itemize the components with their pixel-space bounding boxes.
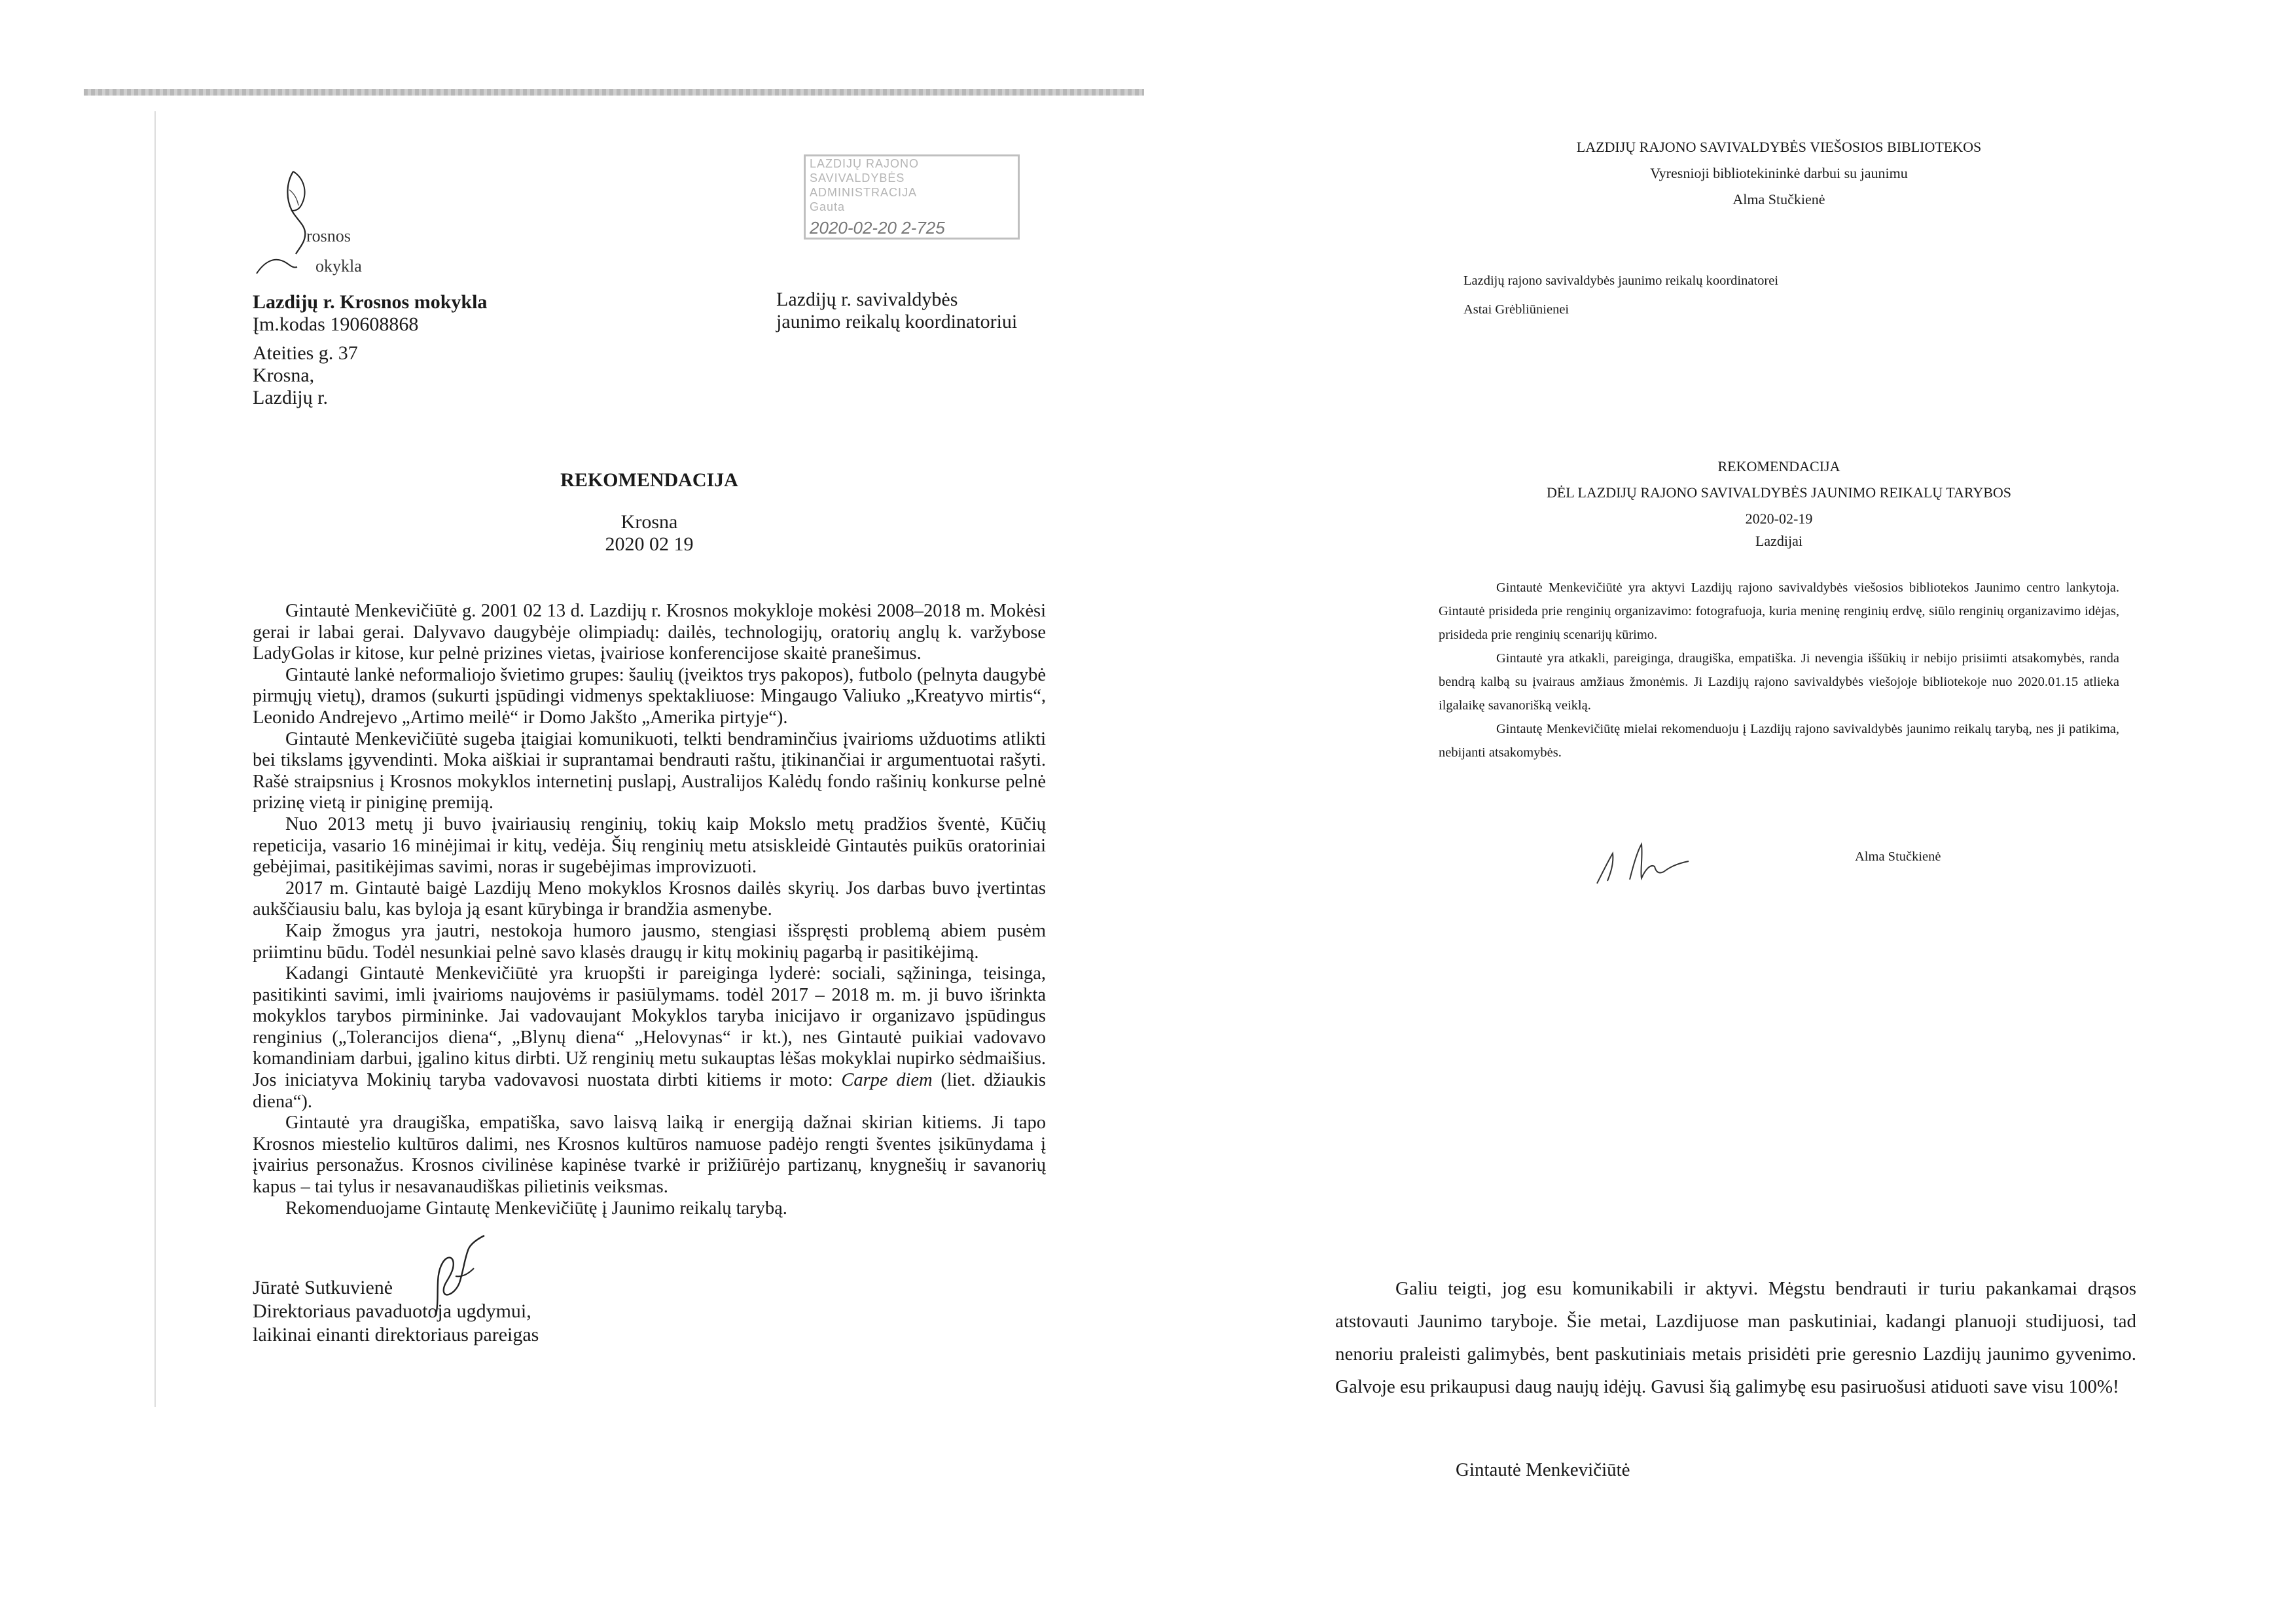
left-letter-title: REKOMENDACIJA <box>560 469 738 491</box>
sender-address-town: Krosna, <box>253 365 315 386</box>
motivation-author: Gintautė Menkevičiūtė <box>1456 1459 1630 1480</box>
left-paragraph: Gintautė yra draugiška, empatiška, savo laisvą laiką ir energiją dažnai skirian kitiems. Ji tapo Krosnos miestelio kultūros dalimi, nes Krosnos kultūros namuose padėjo rengti šventes įsikūnydama į įvairius personažus. Krosnos civilinėse kapinėse tvarkė ir prižiūrėjo partizanų, knygnešių ir savanorių kapus – tai tylus ir nesavanaudiškas pilietinis veiksmas. <box>253 1113 1046 1198</box>
left-paragraph: Rekomenduojame Gintautę Menkevičiūtę į Jaunimo reikalų tarybą. <box>285 1198 787 1219</box>
logo-text-2: okykla <box>315 257 362 276</box>
left-paragraph-text: Kadangi Gintautė Menkevičiūtė yra kruopšti ir pareiginga lyderė: sociali, sąžininga, teisinga, pasitikinti savimi, imli įvairioms naujovėms ir pasiūlymams. todėl 2017 – 2018 m. m. ji buvo išrinkta mokyklos tarybos pirmininke. Jai vadovaujant Mokyklos taryba inicijavo ir organizavo įspūdingus renginius („Tolerancijos diena“, „Blynų diena“ „Helovynas“ ir kt.), nes Gintautė puikiai vadovavo komandiniam darbui, įgalino kitus dirbti. Už renginių metu sukauptas lėšas mokyklai nupirko sėdmaišius. Jos iniciatyva Mokinių taryba vadovavosi nuostata dirbti kitiems ir moto: <box>253 963 1046 1091</box>
right-paragraph: Gintautė yra atkakli, pareiginga, draugiška, empatiška. Ji nevengia iššūkių ir nebijo prisiimti atsakomybės, randa bendrą kalbą su įvairaus amžiaus žmonėmis. Ji Lazdijų rajono savivaldybės viešojoje bibliotekoje nuo 2020.01.15 atlieka ilgalaikę savanorišką veiklą. <box>1439 651 2119 713</box>
right-letter-body <box>1439 576 2119 764</box>
left-letter-place: Krosna <box>620 511 678 533</box>
right-place: Lazdijai <box>1755 533 1803 549</box>
stamp-line-1: LAZDIJŲ RAJONO SAVIVALDYBĖS <box>810 157 920 185</box>
left-paragraph: Kaip žmogus yra jautri, nestokoja humoro jausmo, stengiasi išspręsti problemą abiem pusėm priimtinu būdu. Todėl nesunkiai pelnė savo klasės draugų ir kitų mokinių pagarbą ir pasitikėjimą. <box>253 920 1046 963</box>
sender-name: Lazdijų r. Krosnos mokykla <box>253 291 488 313</box>
logo-text-1: rosnos <box>306 226 351 245</box>
right-recipient-2: Astai Grėbliūnienei <box>1463 302 1570 317</box>
right-paragraph: Gintautė Menkevičiūtė yra aktyvi Lazdijų rajono savivaldybės viešosios bibliotekos Jaunimo centro lankytoja. Gintautė prisideda prie renginių organizavimo: fotografuoja, kuria meninę renginių erdvę, siūlo renginių organizavimo idėjas, prisideda prie renginių scenarijų kūrimo. <box>1439 580 2119 642</box>
right-author: Alma Stučkienė <box>1732 191 1825 207</box>
page-edge-line <box>154 111 156 1407</box>
left-signer-name: Jūratė Sutkuvienė <box>253 1277 393 1298</box>
motto-italic: Carpe diem <box>841 1070 933 1091</box>
right-subtitle: DĖL LAZDIJŲ RAJONO SAVIVALDYBĖS JAUNIMO REIKALŲ TARYBOS <box>1546 484 2011 501</box>
right-signature-icon <box>1590 838 1702 890</box>
left-paragraph: Gintautė Menkevičiūtė g. 2001 02 13 d. Lazdijų r. Krosnos mokykloje mokėsi 2008–2018 m. Mokėsi gerai ir labai gerai. Dalyvavo daugybėje olimpiadų: dailės, technologijų, oratorių anglų k. varžybose LadyGolas ir kitose, kur pelnė prizines vietas, įvairiose konferencijose skaitė pranešimus. <box>253 601 1046 664</box>
sender-address-district: Lazdijų r. <box>253 387 328 408</box>
sender-address-street: Ateities g. 37 <box>253 342 358 364</box>
left-signature-icon <box>416 1230 495 1322</box>
registration-stamp <box>804 154 1020 240</box>
stamp-line-3: Gauta <box>810 200 846 213</box>
left-letter-date: 2020 02 19 <box>605 533 694 555</box>
left-paragraph: Gintautė Menkevičiūtė sugeba įtaigiai komunikuoti, telkti bendraminčius įvairioms užduotims atlikti bei tikslams įgyvendinti. Moka aiškiai ir suprantamai bendrauti raštu, įtikinančiai ir argumentuotai rašyti. Rašė straipsnius į Krosnos mokyklos internetinį puslapį, Australijos Kalėdų fondo rašinių konkurse pelnė prizinę vietą ir piniginę premiją. <box>253 728 1046 813</box>
left-paragraph: Nuo 2013 metų ji buvo įvairiausių renginių, tokių kaip Mokslo metų pradžios šventė, Kūčių repeticija, vasario 16 minėjimai ir kitų, vedėja. Šių renginių metu atsiskleidė Gintautės puikūs oratoriniai gebėjimai, pasitikėjimas savimi, noras ir sugebėjimas improvizuoti. <box>253 813 1046 878</box>
stamp-line-2: ADMINISTRACIJA <box>810 186 918 199</box>
left-letter-body <box>253 601 1046 1219</box>
motivation-text: Galiu teigti, jog esu komunikabili ir aktyvi. Mėgstu bendrauti ir turiu pakankamai drąsos atstovauti Jaunimo taryboje. Šie metai, Lazdijuose man paskutiniai, kadangi planuoji studijuosi, tad nenoriu praleisti galimybės, bent paskutiniais metais prisidėti prie geresnio Lazdijų jaunimo gyvenimo. Galvoje esu prikaupusi daug naujų idėjų. Gavusi šią galimybę esu pasiruošusi atiduoti save visu 100%! <box>1335 1278 2136 1397</box>
right-position: Vyresnioji bibliotekininkė darbui su jaunimu <box>1650 165 1908 181</box>
right-signature-name: Alma Stučkienė <box>1855 849 1941 864</box>
stamp-handwritten-number: 2020-02-20 2-725 <box>810 218 945 238</box>
left-paragraph: 2017 m. Gintautė baigė Lazdijų Meno mokyklos Krosnos dailės skyrių. Jos darbas buvo įvertintas aukščiausiu balu, kas byloja ją esant kūrybinga ir brandžia asmenybe. <box>253 878 1046 920</box>
right-paragraph: Gintautę Menkevičiūtę mielai rekomenduoju į Lazdijų rajono savivaldybės jaunimo reikalų tarybą, nes ji patikima, nebijanti atsakomybės. <box>1439 722 2119 760</box>
left-signer-title-1: Direktoriaus pavaduotoja ugdymui, <box>253 1300 531 1322</box>
scan-edge-bar <box>84 89 1144 96</box>
sender-code: Įm.kodas 190608868 <box>253 313 419 335</box>
recipient-line-2: jaunimo reikalų koordinatoriui <box>776 311 1018 332</box>
recipient-line-1: Lazdijų r. savivaldybės <box>776 289 958 310</box>
right-recipient-1: Lazdijų rajono savivaldybės jaunimo reikalų koordinatorei <box>1463 274 1779 288</box>
right-title: REKOMENDACIJA <box>1717 458 1840 474</box>
left-signer-title-2: laikinai einanti direktoriaus pareigas <box>253 1324 539 1346</box>
motto-after: (liet. džiaukis diena“). <box>253 1070 1046 1112</box>
left-paragraph-with-motto <box>253 963 1046 1113</box>
right-date: 2020-02-19 <box>1745 510 1813 527</box>
motivation-text-block <box>1335 1272 2136 1403</box>
right-org: LAZDIJŲ RAJONO SAVIVALDYBĖS VIEŠOSIOS BIBLIOTEKOS <box>1576 139 1982 155</box>
left-paragraph: Gintautė lankė neformaliojo švietimo grupes: šaulių (įveiktos trys pakopos), futbolo (pelnyta daugybė pirmųjų vietų), dramos (sukurti įspūdingi vidmenys spektakliuose: Mingaugo Valiuko „Kreatyvo mirtis“, Leonido Andrejevo „Artimo meilė“ ir Domo Jakšto „Amerika pirtyje“). <box>253 664 1046 728</box>
